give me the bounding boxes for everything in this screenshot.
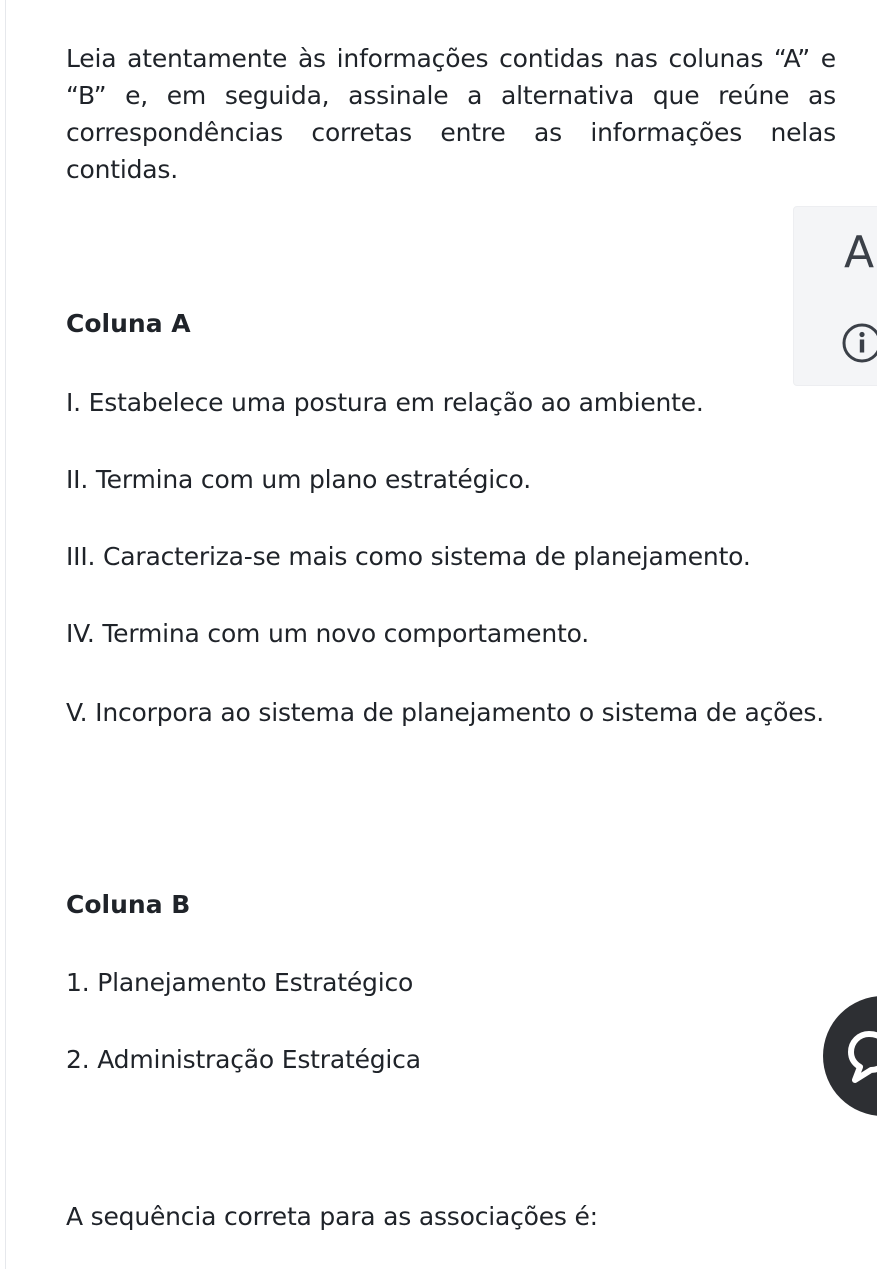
chat-bubble-icon — [841, 1026, 877, 1096]
column-a-item: III. Caracteriza-se mais como sistema de planejamento. — [66, 542, 751, 571]
column-b-title: Coluna B — [66, 890, 191, 919]
accessibility-side-panel[interactable] — [793, 206, 877, 386]
question-body — [66, 40, 836, 188]
chat-button[interactable] — [823, 996, 877, 1116]
question-intro: Leia atentamente às informações contidas nas colunas “A” e “B” e, em seguida, assinale a alternativa que reúne as correspondências corretas entre as informações nelas contidas. — [66, 44, 836, 184]
column-a-title: Coluna A — [66, 309, 191, 338]
column-b-item: 2. Administração Estratégica — [66, 1045, 421, 1074]
info-circle-icon[interactable] — [840, 321, 877, 369]
font-size-button[interactable]: A — [844, 227, 875, 278]
question-prompt: A sequência correta para as associações é: — [66, 1202, 598, 1231]
column-b-item: 1. Planejamento Estratégico — [66, 968, 414, 997]
column-a-item: IV. Termina com um novo comportamento. — [66, 619, 590, 648]
column-a-item: V. Incorpora ao sistema de planejamento o sistema de ações. — [66, 698, 824, 727]
left-border — [5, 0, 6, 1269]
column-a-item: I. Estabelece uma postura em relação ao ambiente. — [66, 388, 704, 417]
column-a-item: II. Termina com um plano estratégico. — [66, 465, 531, 494]
